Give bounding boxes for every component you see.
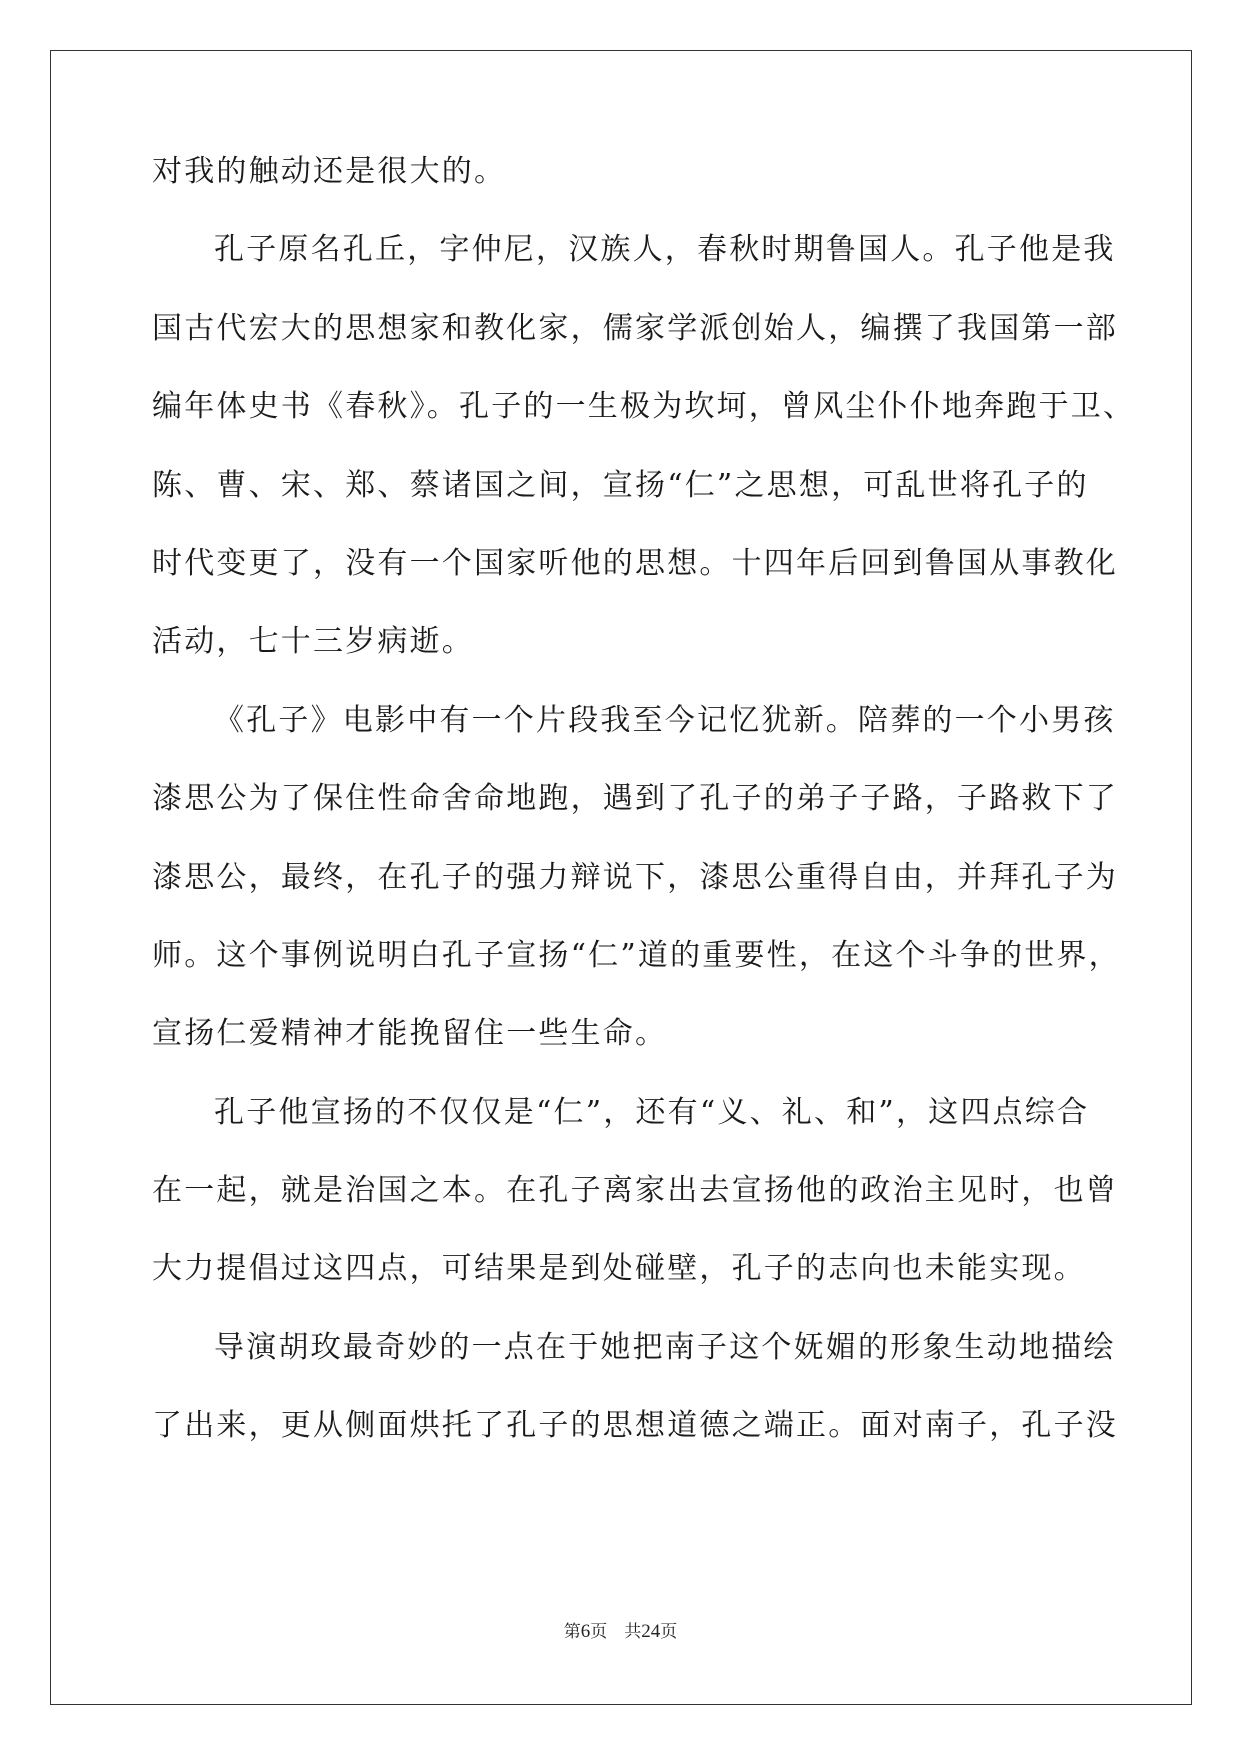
text-line: 宣扬仁爱精神才能挽留住一些生命。 — [152, 1016, 668, 1052]
text-line: 时代变更了，没有一个国家听他的思想。十四年后回到鲁国从事教化 — [152, 545, 1118, 581]
text-line: 孔子原名孔丘，字仲尼，汉族人，春秋时期鲁国人。孔子他是我 — [214, 232, 1116, 268]
footer-page-suffix: 页 — [590, 1622, 608, 1642]
text-line: 漆思公，最终，在孔子的强力辩说下，漆思公重得自由，并拜孔子为 — [152, 859, 1118, 895]
text-line: 在一起，就是治国之本。在孔子离家出去宣扬他的政治主见时，也曾 — [152, 1173, 1118, 1209]
footer-total-prefix: 共 — [624, 1622, 642, 1642]
page-footer — [0, 1617, 1241, 1643]
text-line: 编年体史书《春秋》。孔子的一生极为坎坷，曾风尘仆仆地奔跑于卫、 — [152, 389, 1136, 425]
text-line: 孔子他宣扬的不仅仅是“仁”，还有“义、礼、和”，这四点综合 — [214, 1094, 1090, 1130]
total-pages: 24 — [641, 1621, 661, 1642]
text-line: 导演胡玫最奇妙的一点在于她把南子这个妩媚的形象生动地描绘 — [214, 1329, 1116, 1365]
footer-total-suffix: 页 — [660, 1622, 678, 1642]
text-line: 国古代宏大的思想家和教化家，儒家学派创始人，编撰了我国第一部 — [152, 310, 1118, 346]
text-line: 师。这个事例说明白孔子宣扬“仁”道的重要性，在这个斗争的世界， — [152, 937, 1121, 973]
page-number: 6 — [580, 1621, 591, 1642]
text-line: 《孔子》电影中有一个片段我至今记忆犹新。陪葬的一个小男孩 — [214, 702, 1116, 738]
text-line: 大力提倡过这四点，可结果是到处碰壁，孔子的志向也未能实现。 — [152, 1251, 1086, 1287]
text-line: 了出来，更从侧面烘托了孔子的思想道德之端正。面对南子，孔子没 — [152, 1408, 1118, 1444]
text-line: 陈、曹、宋、郑、蔡诸国之间，宣扬“仁”之思想，可乱世将孔子的 — [152, 467, 1089, 503]
text-line: 对我的触动还是很大的。 — [152, 154, 507, 189]
footer-prefix: 第 — [563, 1622, 581, 1642]
document-body — [152, 152, 1136, 1485]
text-line: 活动，七十三岁病逝。 — [152, 624, 474, 660]
text-line: 漆思公为了保住性命舍命地跑，遇到了孔子的弟子子路，子路救下了 — [152, 781, 1118, 817]
